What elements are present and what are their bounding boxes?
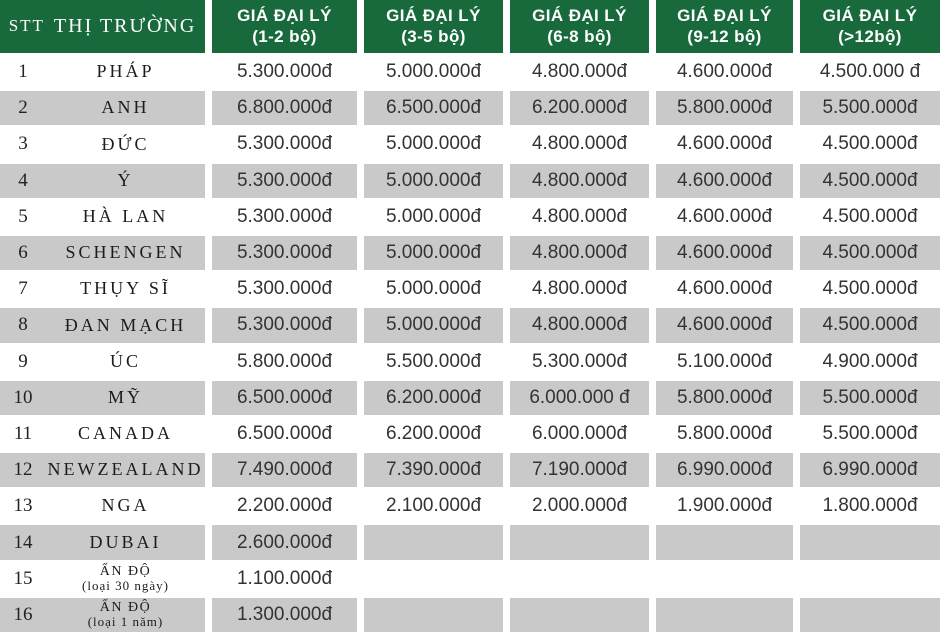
market-name: HÀ LAN	[82, 205, 169, 226]
price-value: 5.800.000đ	[676, 97, 773, 119]
price-value: 4.900.000đ	[822, 350, 918, 372]
price-cell	[656, 200, 793, 234]
stt-number: 11	[13, 422, 33, 444]
price-value: 2.600.000đ	[236, 531, 333, 553]
price-value: 5.000.000đ	[385, 242, 482, 264]
market-name-wrap	[46, 533, 205, 553]
price-cell	[510, 562, 649, 596]
market-name-wrap	[46, 171, 205, 191]
stt-number: 15	[13, 567, 33, 589]
price-value: 4.600.000đ	[676, 314, 773, 336]
price-cell	[800, 489, 940, 523]
price-cell	[510, 55, 649, 89]
price-value: 6.000.000đ	[531, 422, 628, 444]
price-value: 6.500.000đ	[385, 97, 482, 119]
market-row-cell	[0, 236, 205, 270]
price-cell	[656, 91, 793, 125]
price-value: 5.500.000đ	[822, 422, 918, 444]
price-value: 1.900.000đ	[676, 495, 773, 517]
stt-number: 13	[13, 495, 33, 517]
market-name: PHÁP	[96, 61, 155, 82]
price-cell	[800, 453, 940, 487]
price-cell	[656, 453, 793, 487]
stt-number: 10	[13, 386, 33, 408]
price-value: 4.500.000đ	[822, 278, 918, 300]
price-cell	[212, 489, 357, 523]
market-row-cell	[0, 598, 205, 632]
stt-number: 2	[18, 97, 28, 119]
price-cell	[510, 453, 649, 487]
market-name: ÚC	[109, 350, 141, 371]
price-value: 6.200.000đ	[531, 97, 628, 119]
market-name-wrap	[46, 62, 205, 82]
price-value: 7.390.000đ	[385, 459, 482, 481]
price-value: 4.600.000đ	[676, 133, 773, 155]
price-cell	[800, 381, 940, 415]
price-cell	[800, 200, 940, 234]
price-value: 4.600.000đ	[676, 242, 773, 264]
price-value: 4.600.000đ	[676, 169, 773, 191]
price-value: 5.300.000đ	[236, 61, 333, 83]
price-value: 4.800.000đ	[531, 314, 628, 336]
price-value: 4.800.000đ	[531, 242, 628, 264]
price-value: 5.300.000đ	[236, 242, 333, 264]
price-cell	[800, 525, 940, 559]
price-value: 5.300.000đ	[236, 133, 333, 155]
price-cell	[212, 453, 357, 487]
price-cell	[800, 562, 940, 596]
market-name: ĐỨC	[101, 133, 150, 154]
market-name: Ý	[117, 169, 134, 190]
price-value: 5.800.000đ	[236, 350, 333, 372]
market-row-cell	[0, 127, 205, 161]
price-cell	[510, 91, 649, 125]
stt-number: 9	[18, 350, 28, 372]
market-name-wrap	[46, 388, 205, 408]
market-row-cell	[0, 55, 205, 89]
price-cell	[364, 55, 503, 89]
price-cell	[212, 164, 357, 198]
price-value: 4.500.000 đ	[819, 61, 921, 83]
price-value: 5.100.000đ	[676, 350, 773, 372]
market-row-cell	[0, 200, 205, 234]
price-value: 6.000.000 đ	[529, 386, 630, 408]
header-price-title: GIÁ ĐẠI LÝ	[386, 6, 481, 26]
price-value: 5.000.000đ	[385, 133, 482, 155]
price-cell	[656, 598, 793, 632]
price-value: 6.500.000đ	[236, 422, 333, 444]
price-cell	[364, 489, 503, 523]
price-value: 5.800.000đ	[676, 422, 773, 444]
price-value: 1.100.000đ	[236, 567, 333, 589]
market-row-cell	[0, 164, 205, 198]
market-row-cell	[0, 525, 205, 559]
price-cell	[212, 55, 357, 89]
market-name-wrap	[46, 460, 205, 480]
price-value: 5.300.000đ	[531, 350, 628, 372]
price-cell	[364, 381, 503, 415]
price-cell	[800, 417, 940, 451]
price-cell	[510, 381, 649, 415]
price-cell	[800, 164, 940, 198]
header-price-range: (1-2 bộ)	[252, 26, 317, 46]
price-cell	[510, 200, 649, 234]
stt-number: 1	[18, 61, 28, 83]
price-cell	[800, 127, 940, 161]
price-value: 6.990.000đ	[822, 459, 918, 481]
price-value: 6.200.000đ	[385, 422, 482, 444]
price-cell	[510, 308, 649, 342]
price-cell	[212, 345, 357, 379]
price-cell	[656, 489, 793, 523]
market-row-cell	[0, 91, 205, 125]
price-cell	[510, 417, 649, 451]
market-name: MỸ	[107, 386, 143, 407]
price-value: 2.100.000đ	[385, 495, 482, 517]
price-cell	[800, 91, 940, 125]
price-cell	[212, 200, 357, 234]
market-name-wrap	[46, 352, 205, 372]
price-value: 5.300.000đ	[236, 169, 333, 191]
header-price-range: (9-12 bộ)	[687, 26, 762, 46]
price-value: 4.500.000đ	[822, 314, 918, 336]
price-cell	[800, 55, 940, 89]
price-cell	[364, 598, 503, 632]
price-cell	[656, 417, 793, 451]
price-value: 4.500.000đ	[822, 205, 918, 227]
market-name: NEWZEALAND	[47, 459, 204, 480]
market-name: ANH	[101, 97, 150, 118]
stt-number: 6	[18, 242, 28, 264]
price-value: 5.300.000đ	[236, 278, 333, 300]
price-cell	[212, 417, 357, 451]
price-cell	[656, 525, 793, 559]
header-market-label: THỊ TRƯỜNG	[53, 14, 197, 37]
price-cell	[364, 236, 503, 270]
price-cell	[656, 272, 793, 306]
market-name: SCHENGEN	[65, 242, 186, 263]
price-value: 5.000.000đ	[385, 169, 482, 191]
price-cell	[800, 345, 940, 379]
price-value: 7.490.000đ	[236, 459, 333, 481]
price-cell	[510, 164, 649, 198]
stt-number: 16	[13, 603, 33, 625]
price-value: 6.500.000đ	[236, 386, 333, 408]
price-cell	[800, 598, 940, 632]
market-name: ẤN ĐỘ	[99, 600, 152, 616]
price-cell	[800, 308, 940, 342]
market-row-cell	[0, 345, 205, 379]
market-name-wrap	[46, 98, 205, 118]
stt-number: 7	[18, 278, 28, 300]
price-cell	[364, 453, 503, 487]
price-cell	[212, 127, 357, 161]
market-row-cell	[0, 562, 205, 596]
stt-number: 4	[18, 169, 28, 191]
price-cell	[364, 417, 503, 451]
market-name: NGA	[101, 495, 150, 516]
market-row-cell	[0, 489, 205, 523]
price-cell	[656, 55, 793, 89]
market-name: DUBAI	[89, 531, 162, 552]
price-value: 4.800.000đ	[531, 278, 628, 300]
market-name-wrap	[46, 496, 205, 516]
price-cell	[800, 236, 940, 270]
price-value: 2.000.000đ	[531, 495, 628, 517]
price-cell	[800, 272, 940, 306]
market-subname: (loại 30 ngày)	[82, 578, 169, 594]
price-value: 4.800.000đ	[531, 61, 628, 83]
price-value: 1.800.000đ	[822, 495, 918, 517]
price-value: 4.800.000đ	[531, 133, 628, 155]
price-cell	[656, 164, 793, 198]
price-cell	[656, 236, 793, 270]
price-value: 1.300.000đ	[236, 603, 333, 625]
stt-number: 8	[18, 314, 28, 336]
header-cell-price-3	[510, 0, 649, 53]
price-value: 5.300.000đ	[236, 314, 333, 336]
price-cell	[656, 345, 793, 379]
price-cell	[510, 345, 649, 379]
price-cell	[656, 562, 793, 596]
price-value: 2.200.000đ	[236, 495, 333, 517]
price-cell	[212, 272, 357, 306]
header-price-title: GIÁ ĐẠI LÝ	[532, 6, 627, 26]
price-cell	[364, 91, 503, 125]
price-cell	[364, 525, 503, 559]
price-cell	[510, 489, 649, 523]
header-price-title: GIÁ ĐẠI LÝ	[677, 6, 772, 26]
header-stt-label: STT	[8, 16, 45, 36]
header-cell-price-5	[800, 0, 940, 53]
market-name-wrap	[46, 424, 205, 444]
market-name-wrap	[46, 564, 205, 594]
price-value: 5.500.000đ	[385, 350, 482, 372]
header-price-range: (6-8 bộ)	[547, 26, 612, 46]
price-value: 5.300.000đ	[236, 205, 333, 227]
stt-number: 3	[18, 133, 28, 155]
price-value: 4.600.000đ	[676, 278, 773, 300]
price-value: 6.200.000đ	[385, 386, 482, 408]
market-name-wrap	[46, 207, 205, 227]
price-cell	[510, 236, 649, 270]
market-row-cell	[0, 381, 205, 415]
price-cell	[656, 308, 793, 342]
market-row-cell	[0, 453, 205, 487]
stt-number: 12	[13, 459, 33, 481]
market-row-cell	[0, 308, 205, 342]
market-subname: (loại 1 năm)	[87, 614, 164, 630]
market-name: ĐAN MẠCH	[64, 314, 187, 335]
header-price-range: (3-5 bộ)	[401, 26, 466, 46]
market-name-wrap	[46, 600, 205, 630]
header-cell-price-2	[364, 0, 503, 53]
price-cell	[656, 127, 793, 161]
header-cell-price-4	[656, 0, 793, 53]
price-cell	[212, 525, 357, 559]
price-value: 4.600.000đ	[676, 61, 773, 83]
stt-number: 5	[18, 205, 28, 227]
price-value: 4.500.000đ	[822, 133, 918, 155]
market-name: CANADA	[77, 423, 173, 444]
price-cell	[212, 598, 357, 632]
price-value: 5.500.000đ	[822, 97, 918, 119]
header-price-title: GIÁ ĐẠI LÝ	[822, 6, 918, 26]
price-cell	[364, 127, 503, 161]
market-name-wrap	[46, 135, 205, 155]
price-cell	[364, 272, 503, 306]
price-cell	[364, 164, 503, 198]
price-cell	[510, 127, 649, 161]
market-row-cell	[0, 417, 205, 451]
price-value: 5.000.000đ	[385, 61, 482, 83]
price-value: 4.500.000đ	[822, 169, 918, 191]
price-value: 6.800.000đ	[236, 97, 333, 119]
price-value: 5.000.000đ	[385, 278, 482, 300]
price-cell	[510, 525, 649, 559]
market-name-wrap	[46, 316, 205, 336]
price-cell	[212, 381, 357, 415]
price-value: 4.800.000đ	[531, 169, 628, 191]
price-cell	[656, 381, 793, 415]
price-value: 5.800.000đ	[676, 386, 773, 408]
market-name-wrap	[46, 279, 205, 299]
price-cell	[212, 91, 357, 125]
price-cell	[364, 200, 503, 234]
header-cell-market	[0, 0, 205, 53]
price-cell	[510, 598, 649, 632]
market-name-wrap	[46, 243, 205, 263]
price-value: 4.500.000đ	[822, 242, 918, 264]
price-value: 5.000.000đ	[385, 205, 482, 227]
price-value: 6.990.000đ	[676, 459, 773, 481]
price-cell	[364, 345, 503, 379]
header-cell-price-1	[212, 0, 357, 53]
header-price-title: GIÁ ĐẠI LÝ	[237, 6, 332, 26]
market-row-cell	[0, 272, 205, 306]
price-value: 7.190.000đ	[531, 459, 628, 481]
market-name: ẤN ĐỘ	[99, 563, 152, 579]
header-price-range: (>12bộ)	[838, 26, 902, 46]
price-cell	[212, 236, 357, 270]
price-cell	[364, 562, 503, 596]
market-name: THỤY SĨ	[80, 278, 171, 299]
price-cell	[510, 272, 649, 306]
price-value: 5.500.000đ	[822, 386, 918, 408]
price-value: 5.000.000đ	[385, 314, 482, 336]
price-cell	[212, 308, 357, 342]
price-value: 4.800.000đ	[531, 205, 628, 227]
price-cell	[364, 308, 503, 342]
price-value: 4.600.000đ	[676, 205, 773, 227]
price-cell	[212, 562, 357, 596]
stt-number: 14	[13, 531, 33, 553]
